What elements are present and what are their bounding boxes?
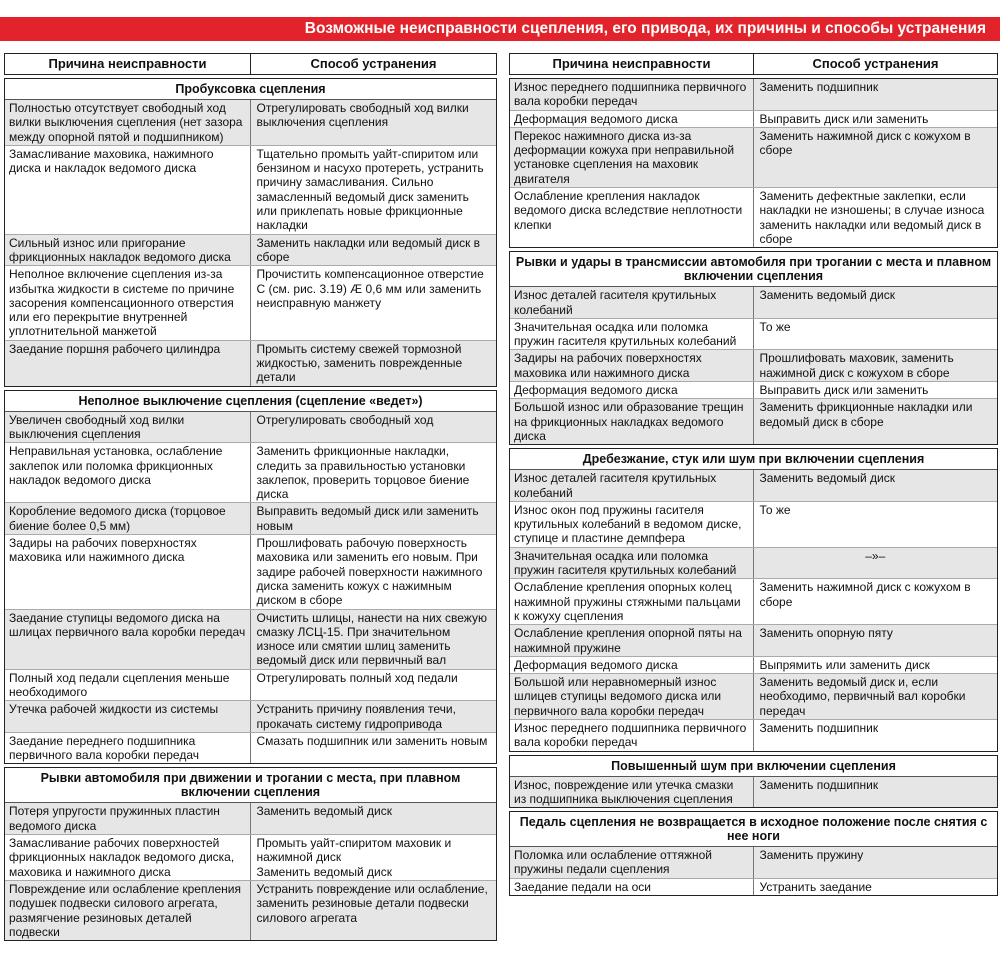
table-row bbox=[510, 673, 997, 719]
section-rows bbox=[510, 79, 997, 247]
cause-cell: Задиры на рабочих поверхностях маховика или нажимного диска bbox=[5, 535, 251, 608]
section-rows bbox=[510, 470, 997, 750]
remedy-cell: Устранить заедание bbox=[759, 879, 872, 894]
table-row bbox=[5, 834, 496, 880]
table-row bbox=[5, 534, 496, 608]
remedy-cell: Заменить ведомый диск bbox=[759, 288, 895, 303]
cause-cell: Деформация ведомого диска bbox=[510, 382, 754, 398]
remedy-cell: Заменить ведомый диск и, если необходимо, первичный вал коробки передач bbox=[759, 675, 966, 718]
table-header-left bbox=[4, 53, 497, 75]
remedy-cell: Заменить фрикционные накладки или ведомый диск в сборе bbox=[759, 400, 973, 429]
remedy-cell: Заменить дефектные заклепки, если накладки не изношены; в случае износа заменить накладки или ведомый диск в сборе bbox=[759, 189, 985, 246]
section-title: Повышенный шум при включении сцепления bbox=[510, 756, 997, 777]
table-row bbox=[510, 110, 997, 127]
table-row bbox=[510, 656, 997, 673]
cause-cell: Утечка рабочей жидкости из системы bbox=[5, 701, 251, 732]
cause-cell: Поломка или ослабление оттяжной пружины педали сцепления bbox=[510, 847, 754, 878]
section-title: Педаль сцепления не возвращается в исходное положение после снятия с нее ноги bbox=[510, 812, 997, 847]
table-row bbox=[5, 669, 496, 701]
left-column bbox=[4, 53, 497, 951]
section-title: Дребезжание, стук или шум при включении сцепления bbox=[510, 449, 997, 470]
table-row bbox=[510, 381, 997, 398]
remedy-cell: Отрегулировать свободный ход bbox=[256, 412, 434, 427]
remedy-cell: Смазать подшипник или заменить новым bbox=[256, 733, 488, 748]
fault-section bbox=[509, 78, 998, 248]
cause-cell: Износ переднего подшипника первичного вала коробки передач bbox=[510, 79, 754, 110]
remedy-cell: Выправить диск или заменить bbox=[759, 383, 929, 398]
table-row bbox=[5, 442, 496, 502]
fault-section bbox=[509, 811, 998, 896]
remedy-cell: Заменить накладки или ведомый диск в сборе bbox=[256, 235, 481, 264]
table-row bbox=[5, 732, 496, 764]
cause-cell: Ослабление крепления опорной пяты на нажимной пружине bbox=[510, 625, 754, 656]
cause-cell: Повреждение или ослабление крепления подушек подвески силового агрегата, размягчение резиновых деталей подвески bbox=[5, 881, 251, 940]
fault-section bbox=[4, 767, 497, 941]
remedy-cell: Заменить опорную пяту bbox=[759, 626, 893, 641]
table-row bbox=[5, 340, 496, 386]
table-row bbox=[5, 700, 496, 732]
remedy-cell: Заменить подшипник bbox=[759, 777, 879, 792]
table-row bbox=[510, 187, 997, 247]
cause-cell: Неправильная установка, ослабление заклепок или поломка фрикционных накладок ведомого диска bbox=[5, 443, 251, 502]
cause-cell: Заедание педали на оси bbox=[510, 879, 754, 895]
cause-cell: Сильный износ или пригорание фрикционных накладок ведомого диска bbox=[5, 235, 251, 266]
remedy-cell: Заменить нажимной диск с кожухом в сборе bbox=[759, 580, 971, 609]
table-row bbox=[510, 79, 997, 110]
header-remedy: Способ устранения bbox=[753, 54, 997, 74]
table-row bbox=[510, 349, 997, 381]
remedy-cell: Прошлифовать рабочую поверхность маховика или заменить его новым. При задире рабочей поверхности нажимного диска заменить кожух с нажимным диском в сборе bbox=[256, 536, 483, 608]
remedy-cell: Устранить повреждение или ослабление, заменить резиновые детали подвески силового агрегата bbox=[256, 881, 488, 925]
table-row bbox=[510, 878, 997, 895]
cause-cell: Деформация ведомого диска bbox=[510, 111, 754, 127]
cause-cell: Заедание поршня рабочего цилиндра bbox=[5, 341, 251, 386]
cause-cell: Коробление ведомого диска (торцовое биение более 0,5 мм) bbox=[5, 503, 251, 534]
section-title: Рывки автомобиля при движении и трогании с места, при плавном включении сцепления bbox=[5, 768, 496, 803]
fault-section bbox=[509, 755, 998, 809]
cause-cell: Заедание ступицы ведомого диска на шлицах первичного вала коробки передач bbox=[5, 610, 251, 669]
remedy-cell: Заменить подшипник bbox=[759, 80, 879, 94]
remedy-cell: То же bbox=[759, 502, 791, 517]
table-row bbox=[510, 847, 997, 878]
remedy-cell: Тщательно промыть уайт-спиритом или бензином и насухо протереть, устранить причину замасливания. Сильно замасленный ведомый диск заменить или приклепать новые фрикционные накладки bbox=[256, 146, 484, 233]
remedy-cell: Промыть систему свежей тормозной жидкостью, заменить поврежденные детали bbox=[256, 341, 463, 385]
remedy-cell: Заменить фрикционные накладки, следить за правильностью установки заклепок, проверить торцовое биение диска bbox=[256, 444, 470, 502]
remedy-cell: Очистить шлицы, нанести на них свежую смазку ЛСЦ-15. При значительном износе или смятии шлиц заменить ведомый диск или первичный вал bbox=[256, 610, 487, 668]
table-row bbox=[510, 287, 997, 318]
cause-cell: Большой износ или образование трещин на фрикционных накладках ведомого диска bbox=[510, 399, 754, 444]
cause-cell: Перекос нажимного диска из-за деформации кожуха при неправильной установке сцепления на маховик двигателя bbox=[510, 128, 754, 187]
left-sections bbox=[4, 75, 497, 941]
table-row bbox=[5, 145, 496, 234]
cause-cell: Потеря упругости пружинных пластин ведомого диска bbox=[5, 803, 251, 834]
remedy-cell: Выправить ведомый диск или заменить новым bbox=[256, 504, 479, 533]
remedy-cell: Заменить ведомый диск bbox=[759, 471, 895, 486]
cause-cell: Износ переднего подшипника первичного вала коробки передач bbox=[510, 720, 754, 751]
remedy-cell: Отрегулировать свободный ход вилки выключения сцепления bbox=[256, 101, 469, 130]
remedy-cell: Заменить ведомый диск bbox=[256, 804, 392, 819]
fault-section bbox=[4, 78, 497, 387]
table-row bbox=[5, 502, 496, 534]
table-row bbox=[510, 719, 997, 751]
cause-cell: Заедание переднего подшипника первичного вала коробки передач bbox=[5, 733, 251, 764]
page-title: Возможные неисправности сцепления, его привода, их причины и способы устранения bbox=[0, 17, 1000, 41]
remedy-cell: Выправить диск или заменить bbox=[759, 111, 929, 126]
cause-cell: Неполное включение сцепления из-за избытка жидкости в системе по причине засорения компенсационного отверстия или его перекрытие внутренней уплотнительной манжетой bbox=[5, 266, 251, 339]
fault-section bbox=[4, 390, 497, 765]
table-row bbox=[5, 880, 496, 940]
table-header-right bbox=[509, 53, 998, 75]
cause-cell: Замасливание маховика, нажимного диска и накладок ведомого диска bbox=[5, 146, 251, 234]
table-row bbox=[5, 100, 496, 145]
cause-cell: Износ окон под пружины гасителя крутильных колебаний в ведомом диске, ступице и пластине демпфера bbox=[510, 502, 754, 547]
cause-cell: Полностью отсутствует свободный ход вилки выключения сцепления (нет зазора между опорной пятой и подшипником) bbox=[5, 100, 251, 145]
remedy-cell: Заменить подшипник bbox=[759, 720, 879, 735]
right-column bbox=[509, 53, 998, 951]
cause-cell: Деформация ведомого диска bbox=[510, 657, 754, 673]
cause-cell: Замасливание рабочих поверхностей фрикционных накладок ведомого диска, маховика и нажимного диска bbox=[5, 835, 251, 880]
cause-cell: Полный ход педали сцепления меньше необходимого bbox=[5, 670, 251, 701]
section-rows bbox=[510, 847, 997, 895]
cause-cell: Большой или неравномерный износ шлицев ступицы ведомого диска или первичного вала коробки передач bbox=[510, 674, 754, 719]
section-rows bbox=[510, 777, 997, 808]
section-title: Пробуксовка сцепления bbox=[5, 79, 496, 100]
cause-cell: Увеличен свободный ход вилки выключения сцепления bbox=[5, 412, 251, 443]
remedy-cell: Прошлифовать маховик, заменить нажимной диск с кожухом в сборе bbox=[759, 351, 954, 380]
section-title: Рывки и удары в трансмиссии автомобиля при трогании с места и плавном включении сцепления bbox=[510, 252, 997, 287]
table-row bbox=[510, 547, 997, 579]
remedy-cell: Отрегулировать полный ход педали bbox=[256, 670, 458, 685]
remedy-cell: Промыть уайт-спиритом маховик и нажимной диск Заменить ведомый диск bbox=[256, 836, 452, 879]
cause-cell: Ослабление крепления накладок ведомого диска вследствие неплотности клепки bbox=[510, 188, 754, 247]
fault-section bbox=[509, 251, 998, 445]
remedy-cell: Заменить нажимной диск с кожухом в сборе bbox=[759, 128, 971, 158]
cause-cell: Значительная осадка или поломка пружин гасителя крутильных колебаний bbox=[510, 548, 754, 579]
fault-section bbox=[509, 448, 998, 751]
remedy-cell: Устранить причину появления течи, прокачать систему гидропривода bbox=[256, 702, 456, 731]
cause-cell: Износ деталей гасителя крутильных колебаний bbox=[510, 470, 754, 501]
header-remedy: Способ устранения bbox=[250, 54, 496, 74]
table-row bbox=[5, 803, 496, 834]
section-rows bbox=[5, 803, 496, 940]
cause-cell: Значительная осадка или поломка пружин гасителя крутильных колебаний bbox=[510, 319, 754, 350]
remedy-cell: Прочистить компенсационное отверстие С (см. рис. 3.19) Æ 0,6 мм или заменить неисправную манжету bbox=[256, 267, 484, 310]
cause-cell: Износ деталей гасителя крутильных колебаний bbox=[510, 287, 754, 318]
table-row bbox=[510, 470, 997, 501]
table-row bbox=[510, 398, 997, 444]
table-row bbox=[510, 777, 997, 808]
table-row bbox=[5, 265, 496, 339]
remedy-cell: –»– bbox=[865, 548, 886, 563]
section-rows bbox=[5, 412, 496, 764]
table-row bbox=[5, 234, 496, 266]
right-sections bbox=[509, 75, 998, 896]
table-row bbox=[510, 578, 997, 624]
table-row bbox=[510, 127, 997, 187]
remedy-cell: Выпрямить или заменить диск bbox=[759, 657, 930, 672]
table-row bbox=[510, 318, 997, 350]
table-row bbox=[510, 624, 997, 656]
section-title: Неполное выключение сцепления (сцепление «ведет») bbox=[5, 391, 496, 412]
table-row bbox=[510, 501, 997, 547]
remedy-cell: То же bbox=[759, 319, 791, 334]
section-rows bbox=[5, 100, 496, 386]
cause-cell: Износ, повреждение или утечка смазки из подшипника выключения сцепления bbox=[510, 777, 754, 808]
remedy-cell: Заменить пружину bbox=[759, 848, 864, 863]
table-row bbox=[5, 412, 496, 443]
cause-cell: Задиры на рабочих поверхностях маховика или нажимного диска bbox=[510, 350, 754, 381]
header-cause: Причина неисправности bbox=[552, 56, 711, 71]
table-row bbox=[5, 609, 496, 669]
cause-cell: Ослабление крепления опорных колец нажимной пружины стяжными пальцами к кожуху сцепления bbox=[510, 579, 754, 624]
header-cause: Причина неисправности bbox=[48, 56, 207, 71]
section-rows bbox=[510, 287, 997, 444]
